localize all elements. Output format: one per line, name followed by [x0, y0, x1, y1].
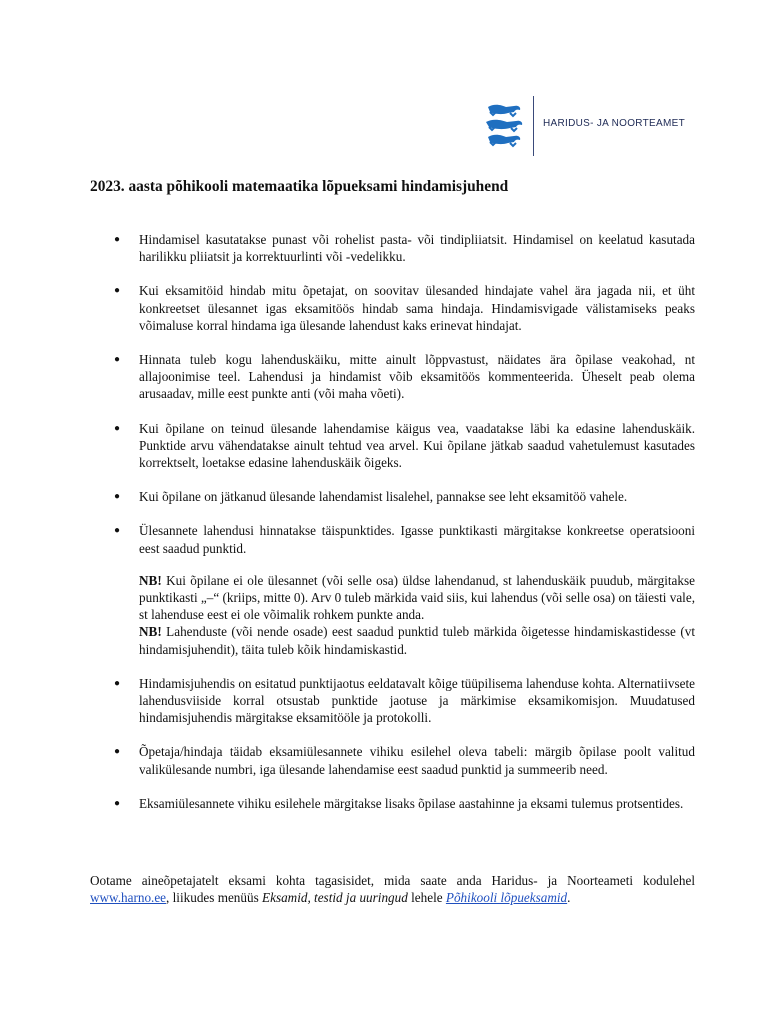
nb-label: NB!	[139, 624, 162, 640]
bullet-icon: ●	[114, 234, 121, 245]
rule-text: Ülesannete lahendusi hinnatakse täispunktides. Igasse punktikasti märgitakse konkreetse operatsiooni eest saadud punktid.	[139, 523, 695, 556]
nb-label: NB!	[139, 572, 162, 588]
list-item	[90, 743, 695, 777]
list-item	[90, 522, 695, 657]
outro-text: Ootame aineõpetajatelt eksami kohta tagasisidet, mida saate anda Haridus- ja Noorteameti kodulehel	[90, 873, 695, 888]
rule-text: Hindamisjuhendis on esitatud punktijaotus eeldatavalt kõige tüüpilisema lahenduse kohta. Alternatiivsete lahendusviiside korral otsustab punktide jaotuse ja märkimise eksamikomisjon. Muudatused hindamisjuhendis märgitakse eksamitööle ja protokolli.	[139, 675, 695, 726]
bullet-icon: ●	[114, 354, 121, 366]
rule-text: Eksamiülesannete vihiku esilehele märgitakse lisaks õpilase aastahinne ja eksami tulemus protsentides.	[139, 795, 684, 811]
logo-divider	[533, 96, 534, 156]
rule-text: Hindamisel kasutatakse punast või rohelist pasta- või tindipliiatsit. Hindamisel on keelatud kasutada harilikku pliiatsit ja korrektuurlinti või -vedelikku.	[139, 232, 695, 265]
outro-text: lehele	[407, 890, 446, 906]
harno-logo	[484, 96, 685, 156]
list-item	[90, 351, 695, 403]
rule-text: Hinnata tuleb kogu lahenduskäiku, mitte ainult lõppvastust, näidates ära õpilase veakohad, nt allajoonimise teel. Lahendusi ja hindamist võib eksamitöös kommenteerida. Üheselt peab olema arusaadav, mille eest punkte anti (või maha võeti).	[139, 352, 695, 402]
document-title: 2023. aasta põhikooli matemaatika lõpueksami hindamisjuhend	[90, 178, 509, 195]
list-item	[90, 795, 695, 812]
nb-note	[139, 572, 695, 658]
nb-text: Kui õpilane ei ole ülesannet (või selle osa) üldse lahendanud, st lahenduskäik puudub, märgitakse punktikasti „–“ (kriips, mitte 0). Arv 0 tuleb märkida vaid siis, kui lahendus (või selle osa) on täiesti vale, st lahenduse eest ei ole võimalik rohkem punkte anda.	[139, 572, 695, 623]
three-lions-coat-of-arms-icon	[484, 101, 524, 151]
harno-website-link[interactable]: www.harno.ee	[90, 890, 167, 906]
list-item	[90, 420, 695, 472]
rule-text: Kui õpilane on jätkanud ülesande lahendamist lisalehel, pannakse see leht eksamitöö vahele.	[139, 489, 628, 505]
menu-path: Eksamid, testid ja uuringud	[262, 890, 408, 906]
bullet-icon: ●	[114, 677, 121, 689]
list-item	[90, 231, 695, 265]
organization-name: HARIDUS- JA NOORTEAMET	[543, 117, 685, 129]
nb-text: Lahenduste (või nende osade) eest saadud punktid tuleb märkida õigetesse hindamiskastidesse (vt hindamisjuhendit), täita tuleb kõik hindamiskastid.	[139, 624, 695, 657]
link-text: Põhikooli lõpueksamid	[445, 890, 568, 906]
rule-text: Kui õpilane on teinud ülesande lahendamise käigus vea, vaadatakse läbi ka edasine lahenduskäik. Punktide arvu vähendatakse ainult tehtud vea arvel. Kui õpilane jätkab saadud vahetulemust kasutades korrektselt, loetakse edasine lahenduskäik õigeks.	[139, 420, 695, 471]
list-item	[90, 675, 695, 727]
outro-text: , liikudes menüüs	[166, 890, 263, 906]
list-item	[90, 488, 695, 505]
bullet-icon: ●	[114, 525, 121, 537]
outro-text: .	[567, 890, 571, 906]
rules-list	[90, 231, 695, 812]
bullet-icon: ●	[114, 285, 121, 297]
bullet-icon: ●	[114, 422, 121, 434]
list-item	[90, 282, 695, 334]
bullet-icon: ●	[114, 797, 121, 809]
bullet-icon: ●	[114, 491, 121, 503]
rule-text: Õpetaja/hindaja täidab eksamiülesannete vihiku esilehel oleva tabeli: märgib õpilase poolt valitud valikülesande numbri, iga ülesande lahendamise eest saadud punktid ja summeerib need.	[139, 744, 695, 777]
rule-text: Kui eksamitöid hindab mitu õpetajat, on soovitav ülesanded hindajate vahel ära jagada nii, et üht konkreetset ülesannet igas eksamitöös hindab sama hindaja. Hindamisvigade välistamiseks peaks võimaluse korral hindama iga ülesande lahendust kaks erinevat hindajat.	[139, 283, 695, 333]
feedback-paragraph	[90, 872, 695, 906]
bullet-icon: ●	[114, 746, 121, 758]
pohikooli-lopueksamid-link[interactable]	[446, 890, 567, 905]
